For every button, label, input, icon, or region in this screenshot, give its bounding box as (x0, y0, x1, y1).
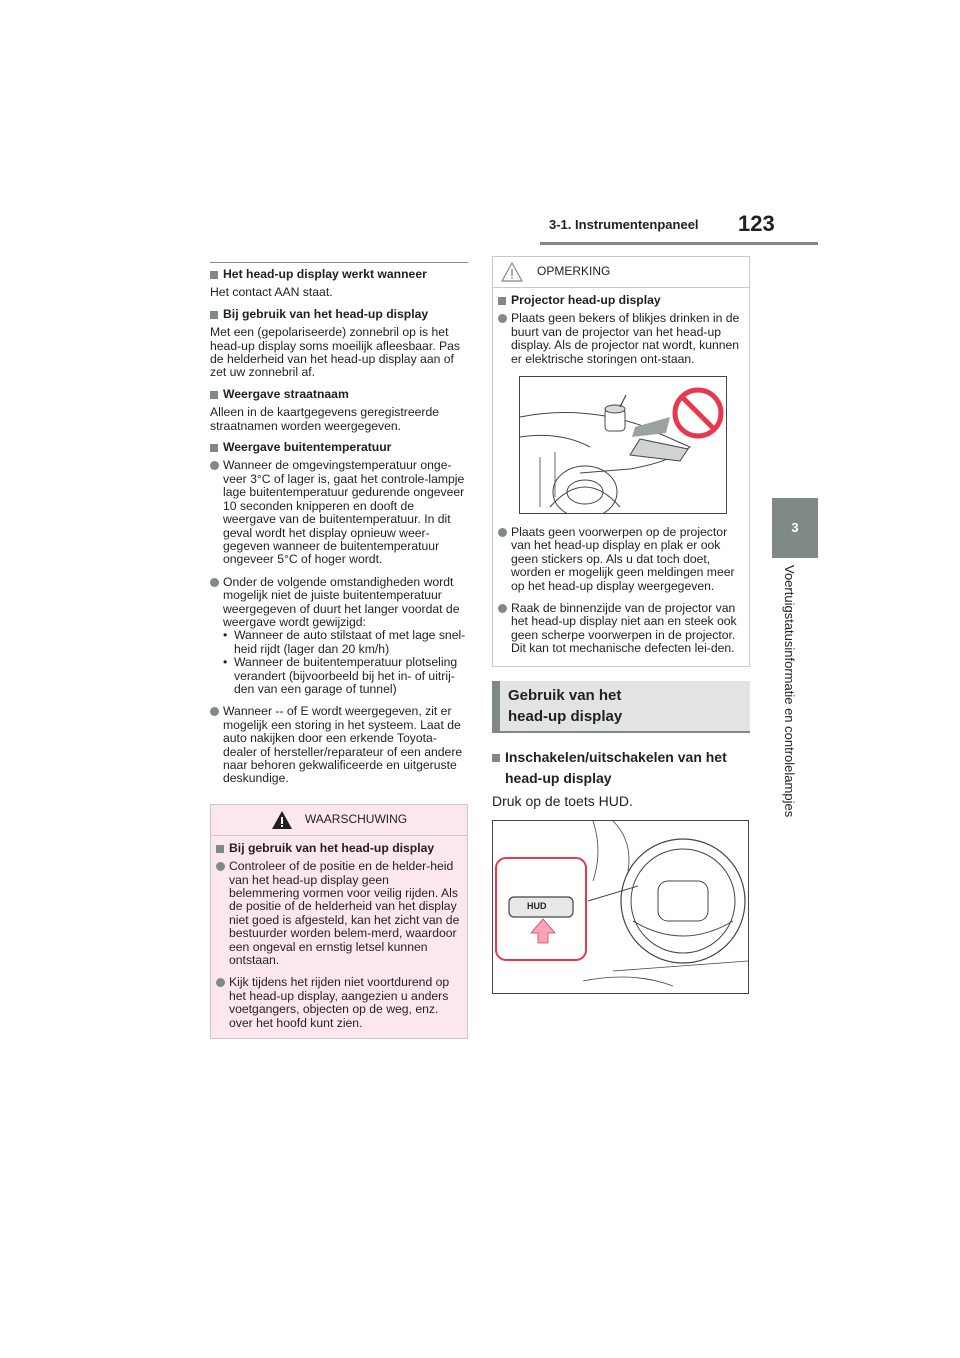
sub-list-item-text: Wanneer de buitentemperatuur plotseling verandert (bijvoorbeeld bij het in- of uitrij-den van een garage of tunnel) (234, 655, 458, 696)
subheading (216, 842, 461, 855)
subheading-text: Bij gebruik van het head-up display (223, 306, 429, 321)
section-banner (492, 681, 750, 731)
list-item (216, 976, 461, 1030)
square-bullet-icon (210, 444, 218, 452)
header-rule (540, 242, 818, 245)
square-bullet-icon (210, 391, 218, 399)
sub-list-item-text: Wanneer de auto stilstaat of met lage snel-heid rijdt (lager dan 20 km/h) (234, 628, 466, 656)
section-rule (210, 262, 468, 263)
banner-rule (492, 731, 750, 733)
note-box-body (493, 288, 749, 666)
page-number: 123 (738, 211, 775, 236)
subheading-text: head-up display (505, 769, 612, 786)
list-item-text: Wanneer -- of E wordt weergegeven, zit er mogelijk een storing in het systeem. Laat de auto nakijken door een erkende Toyota-dealer of hersteller/reparateur of een andere naar behoren gekwalificeerde en uitgeruste deskundige. (223, 704, 463, 786)
list-item (498, 312, 743, 366)
subheading (210, 388, 468, 401)
dashboard-projector-drawing (520, 377, 726, 513)
section-title-line: Gebruik van het (508, 686, 622, 704)
caution-triangle-icon (501, 262, 523, 282)
note-box-header (493, 257, 749, 288)
section-title (500, 681, 622, 731)
warning-title: WAARSCHUWING (304, 812, 408, 827)
note-box (492, 256, 750, 667)
hud-button-label: HUD (527, 901, 547, 912)
round-bullet-icon (210, 461, 219, 470)
square-bullet-icon (498, 297, 506, 305)
square-bullet-icon (210, 271, 218, 279)
list-item (210, 459, 468, 566)
subheading (210, 268, 468, 281)
paragraph: Met een (gepolariseerde) zonnebril op is het head-up display soms moeilijk afleesbaar. Pas de helderheid van het head-up display aan of zet uw zonnebril af. (210, 325, 460, 380)
chapter-number: 3 (791, 520, 799, 535)
section-title-line: head-up display (508, 707, 623, 725)
square-bullet-icon (216, 845, 224, 853)
subheading (210, 441, 468, 454)
subheading (492, 747, 750, 789)
round-bullet-icon (498, 604, 507, 613)
list-item-text: Wanneer de omgevingstemperatuur onge-veer 3°C of lager is, gaat het controle-lampje lage buitentemperatuur gedurende ongeveer 10 seconden knipperen en dooft de weergave van de buitentemperatuur. In dit geval wordt het display opnieuw weer-gegeven wanneer de buitentemperatuur ongeveer 5°C of hoger wordt. (223, 458, 465, 567)
subheading-text: Bij gebruik van het head-up display (229, 840, 435, 855)
sub-list-item: • Wanneer de auto stilstaat of met lage snel-heid rijdt (lager dan 20 km/h) (223, 629, 468, 656)
list-item-text: Onder de volgende omstandigheden wordt mogelijk niet de juiste buitentemperatuur weergegeven of duurt het langer voordat de weergave wordt gewijzigd: (223, 574, 460, 629)
paragraph: Het contact AAN staat. (210, 285, 333, 300)
list-item-text: Kijk tijdens het rijden niet voortdurend op het head-up display, aangezien u anders voetgangers, objecten op de weg, enz. over het hoofd kunt zien. (229, 975, 450, 1030)
round-bullet-icon (216, 862, 225, 871)
list-item-text: Raak de binnenzijde van de projector van het head-up display niet aan en steek ook geen scherpe voorwerpen in de projector. Dit kan tot mechanische defecten lei-den. (511, 601, 737, 656)
round-bullet-icon (216, 978, 225, 987)
warning-triangle-icon (271, 810, 293, 830)
round-bullet-icon (498, 314, 507, 323)
running-header-section: 3-1. Instrumentenpaneel (549, 217, 699, 232)
subheading-text: Weergave buitentemperatuur (223, 440, 392, 455)
list-item (210, 576, 468, 697)
subheading-text: Inschakelen/uitschakelen van het (505, 748, 727, 765)
square-bullet-icon (492, 754, 500, 762)
chapter-title-vertical: Voertuigstatusinformatie en controlelampjes (782, 565, 797, 818)
warning-box-header (211, 805, 467, 836)
chapter-tab (772, 498, 818, 558)
banner-accent-bar (492, 681, 500, 731)
projector-prohibition-illustration (519, 376, 727, 514)
list-item-text: Plaats geen voorwerpen op de projector van het head-up display en plak er ook geen stickers op. Als u dat toch doet, worden er mogelijk geen meldingen meer op het head-up display weergegeven. (511, 525, 735, 593)
round-bullet-icon (210, 578, 219, 587)
sub-list-item: • Wanneer de buitentemperatuur plotseling verandert (bijvoorbeeld bij het in- of uitrij-den van een garage of tunnel) (223, 656, 468, 696)
hud-button-illustration (492, 820, 749, 994)
list-item (498, 602, 743, 656)
paragraph: Alleen in de kaartgegevens geregistreerde straatnamen worden weergegeven. (210, 405, 440, 433)
right-column (492, 256, 750, 994)
list-item (498, 526, 743, 593)
list-item (216, 860, 461, 967)
list-item (210, 705, 468, 785)
note-title: OPMERKING (537, 264, 611, 279)
subheading-text: Het head-up display werkt wanneer (223, 267, 427, 281)
list-item-text: Controleer of de positie en de helder-heid van het head-up display geen belemmering vormen voor veilig rijden. Als de positie of de helderheid van het display niet goed is afgesteld, kan het zicht van de bestuurder worden belem-merd, waardoor een ongeval en ernstig letsel kunnen ontstaan. (229, 859, 460, 968)
warning-box-body (211, 836, 467, 1038)
square-bullet-icon (210, 311, 218, 319)
subheading-text: Weergave straatnaam (223, 386, 349, 401)
list-item-text: Plaats geen bekers of blikjes drinken in de buurt van de projector van het head-up display. Als de projector nat wordt, kunnen er elektrische storingen ont-staan. (511, 311, 740, 366)
subheading (210, 308, 468, 321)
round-bullet-icon (498, 528, 507, 537)
round-bullet-icon (210, 707, 219, 716)
paragraph: Druk op de toets HUD. (492, 792, 633, 809)
left-column (210, 262, 468, 1039)
subheading (498, 294, 743, 307)
subheading-text: Projector head-up display (511, 293, 661, 307)
warning-box (210, 804, 468, 1039)
